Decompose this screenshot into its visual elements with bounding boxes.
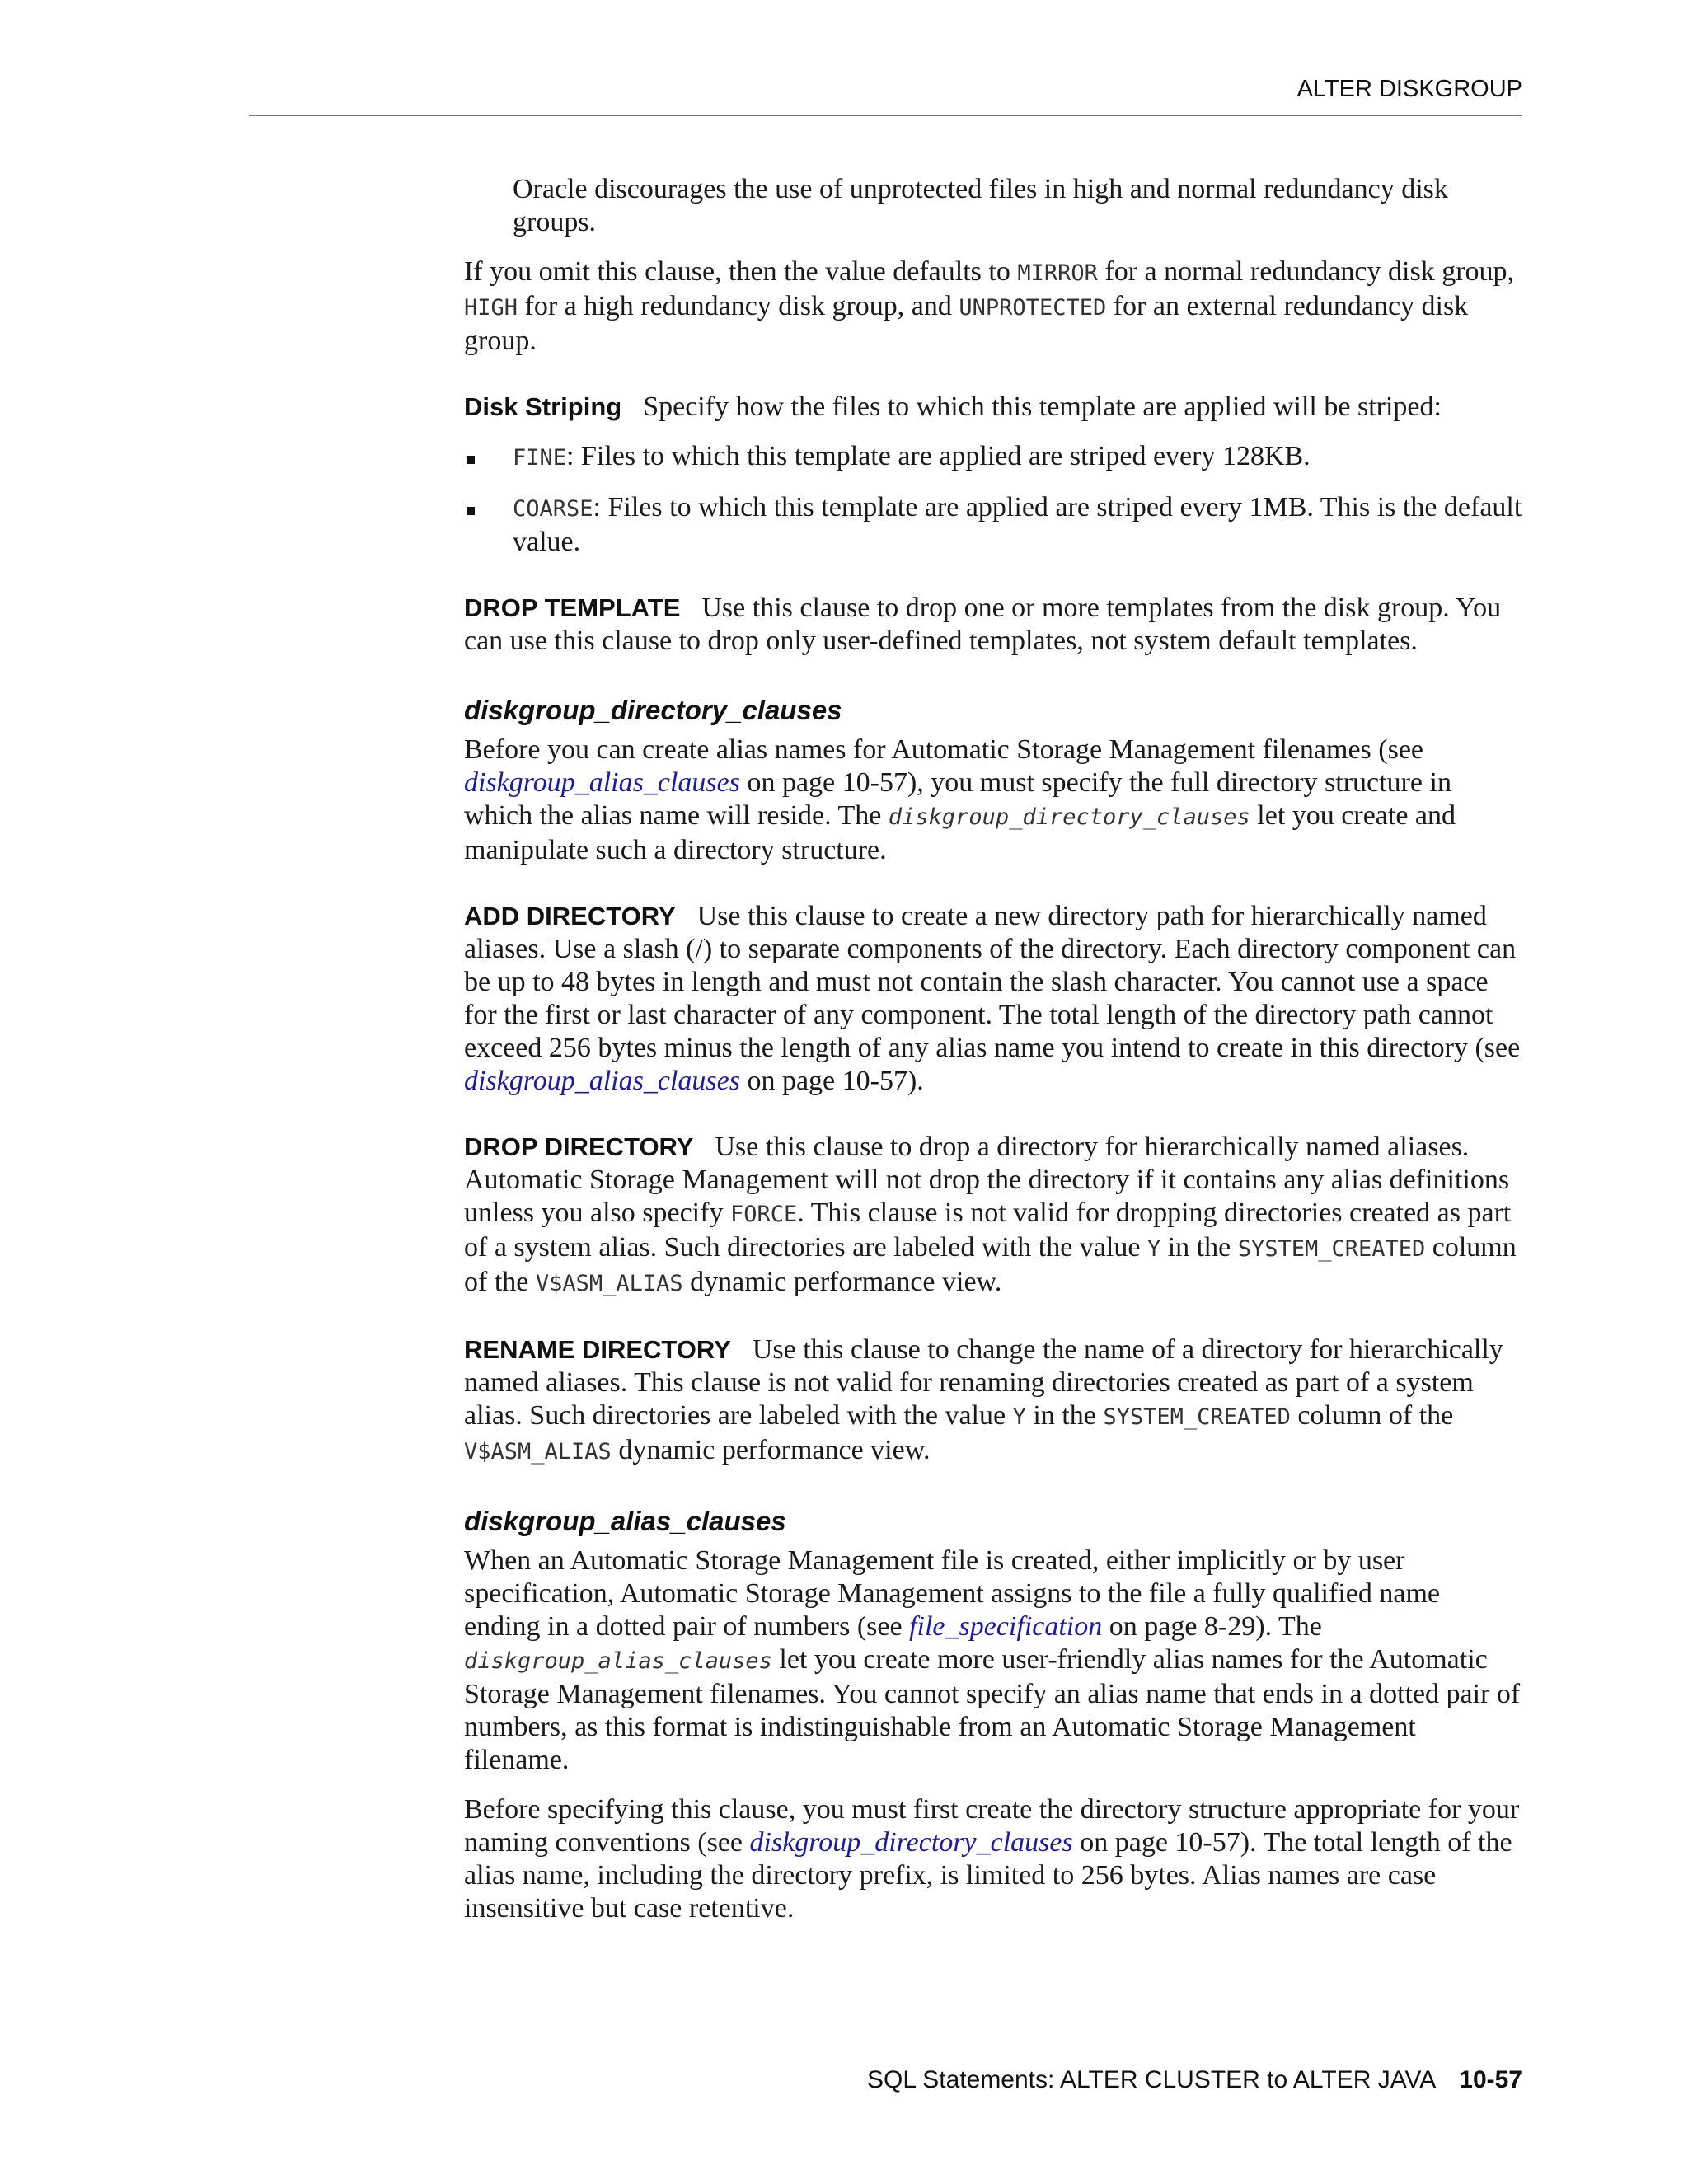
list-item <box>464 491 1523 559</box>
code-v-asm-alias: V$ASM_ALIAS <box>464 1439 612 1465</box>
list-item-text: : Files to which this template are applied are striped every 1MB. This is the default value. <box>513 492 1522 557</box>
disk-striping-paragraph <box>464 391 1523 424</box>
text-span: for a normal redundancy disk group, <box>1097 256 1515 287</box>
code-y: Y <box>1012 1404 1026 1430</box>
text-span: . This clause is not valid for dropping directories created as part of a system alias. Such directories are labeled with the value <box>464 1197 1512 1263</box>
code-fine: FINE <box>513 445 567 471</box>
rename-directory-paragraph <box>464 1333 1523 1469</box>
running-header-title: ALTER DISKGROUP <box>1296 76 1522 102</box>
text-span: for a high redundancy disk group, and <box>518 291 959 321</box>
alias-clauses-paragraph-2 <box>464 1793 1523 1925</box>
directory-clauses-link[interactable]: diskgroup_directory_clauses <box>749 1827 1073 1858</box>
add-directory-label: ADD DIRECTORY <box>464 902 676 930</box>
bullet-icon <box>467 456 475 464</box>
code-y: Y <box>1146 1236 1161 1262</box>
text-span: on page 10-57), you must specify the full directory structure in which the alias name will reside. The <box>464 767 1451 831</box>
code-system-created: SYSTEM_CREATED <box>1237 1236 1426 1262</box>
text-span: column of the <box>1290 1400 1454 1431</box>
drop-template-label: DROP TEMPLATE <box>464 593 681 622</box>
rename-directory-label: RENAME DIRECTORY <box>464 1335 731 1364</box>
bullet-icon <box>467 507 475 515</box>
text-span: Before you can create alias names for Automatic Storage Management filenames (see <box>464 734 1424 765</box>
text-span: let you create more user-friendly alias names for the Automatic Storage Management filenames. You cannot specify an alias name that ends in a dotted pair of numbers, as this format is indistinguishable from an Automatic Storage Management filename. <box>464 1644 1521 1775</box>
drop-template-text: Use this clause to drop one or more templates from the disk group. You can use this clause to drop only user-defined templates, not system default templates. <box>464 593 1502 656</box>
list-item <box>464 440 1523 475</box>
drop-directory-paragraph <box>464 1131 1523 1301</box>
code-system-created: SYSTEM_CREATED <box>1103 1404 1291 1430</box>
text-span: Use this clause to drop a directory for hierarchically named aliases. Automatic Storage Management will not drop the directory if it contains any alias definitions unless you also specify <box>464 1132 1510 1228</box>
directory-clauses-paragraph <box>464 733 1523 867</box>
text-span: Use this clause to change the name of a directory for hierarchically named aliases. This clause is not valid for renaming directories created as part of a system alias. Such directories are labeled with the value <box>464 1334 1503 1431</box>
disk-striping-label: Disk Striping <box>464 392 622 421</box>
file-specification-link[interactable]: file_specification <box>909 1611 1103 1642</box>
footer-page-number: 10-57 <box>1459 2066 1522 2093</box>
default-value-paragraph <box>464 255 1523 358</box>
text-span: in the <box>1025 1400 1104 1431</box>
drop-template-paragraph <box>464 592 1523 658</box>
code-force: FORCE <box>729 1202 798 1227</box>
code-high: HIGH <box>464 295 518 321</box>
code-v-asm-alias: V$ASM_ALIAS <box>535 1271 683 1296</box>
list-item-text: : Files to which this template are applied are striped every 128KB. <box>566 441 1311 471</box>
code-directory-clauses: diskgroup_directory_clauses <box>888 804 1250 830</box>
code-coarse: COARSE <box>513 496 593 522</box>
alias-clauses-heading: diskgroup_alias_clauses <box>464 1506 786 1536</box>
striping-options-list <box>464 440 1523 559</box>
code-unprotected: UNPROTECTED <box>959 295 1107 321</box>
text-span: on page 10-57). The total length of the alias name, including the directory prefix, is limited to 256 bytes. Alias names are case insensitive but case retentive. <box>464 1827 1512 1924</box>
text-span: on page 10-57). <box>739 1066 924 1096</box>
drop-directory-label: DROP DIRECTORY <box>464 1132 694 1161</box>
unprotected-note-paragraph: Oracle discourages the use of unprotected files in high and normal redundancy disk groups. <box>513 174 1448 237</box>
text-span: If you omit this clause, then the value defaults to <box>464 256 1018 287</box>
code-alias-clauses: diskgroup_alias_clauses <box>464 1648 772 1674</box>
text-span: for an external redundancy disk group. <box>464 291 1469 356</box>
page-footer <box>249 2066 1522 2094</box>
text-span: column of the <box>464 1232 1517 1297</box>
header-divider <box>249 115 1522 116</box>
directory-clauses-heading: diskgroup_directory_clauses <box>464 695 842 725</box>
code-mirror: MIRROR <box>1017 260 1098 286</box>
text-span: Before specifying this clause, you must first create the directory structure appropriate for your naming conventions (see <box>464 1794 1520 1858</box>
alias-clauses-paragraph-1 <box>464 1544 1523 1777</box>
text-span: let you create and manipulate such a directory structure. <box>464 800 1456 865</box>
text-span: in the <box>1160 1232 1238 1263</box>
text-span: Use this clause to create a new directory path for hierarchically named aliases. Use a slash (/) to separate components of the directory. Each directory component can be up to 48 bytes in length and must not contain the slash character. You cannot use a space for the first or last character of any component. The total length of the directory path cannot exceed 256 bytes minus the length of any alias name you intend to create in this directory (see <box>464 901 1521 1063</box>
footer-book-section: SQL Statements: ALTER CLUSTER to ALTER JAVA <box>867 2066 1437 2093</box>
alias-clauses-link[interactable]: diskgroup_alias_clauses <box>464 1066 740 1096</box>
text-span: on page 8-29). The <box>1102 1611 1322 1642</box>
text-span: When an Automatic Storage Management file is created, either implicitly or by user specification, Automatic Storage Management assigns to the file a fully qualified name ending in a dotted pair of numbers (see <box>464 1545 1440 1642</box>
page-body <box>464 173 1523 1925</box>
text-span: dynamic performance view. <box>611 1435 931 1465</box>
add-directory-paragraph <box>464 900 1523 1098</box>
disk-striping-text: Specify how the files to which this template are applied will be striped: <box>643 391 1442 422</box>
alias-clauses-link[interactable]: diskgroup_alias_clauses <box>464 767 740 798</box>
text-span: dynamic performance view. <box>682 1267 1002 1297</box>
